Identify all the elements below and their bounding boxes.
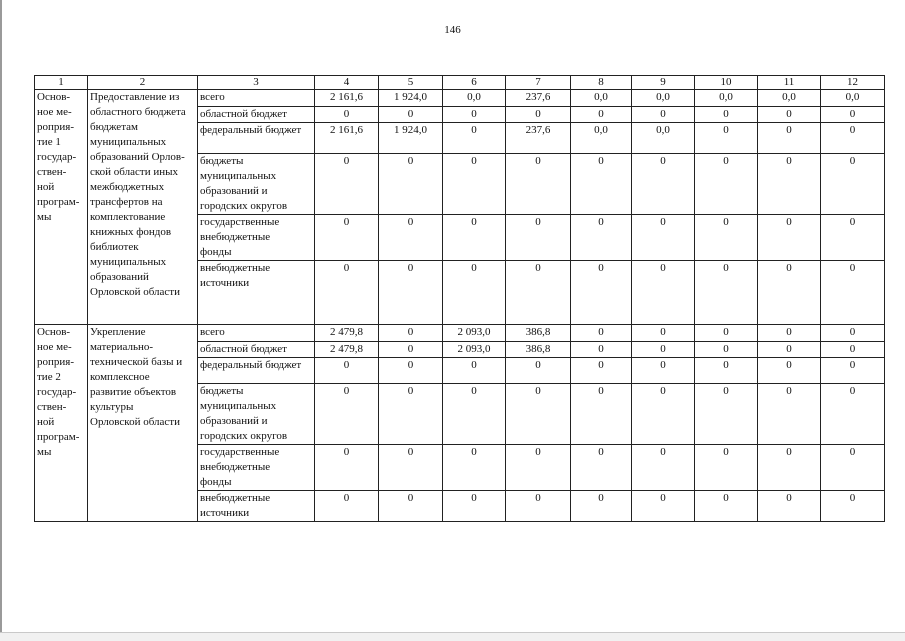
- funding-source-line: образований и: [200, 185, 268, 197]
- value-cell: 0,0: [758, 90, 821, 107]
- value-cell: 0: [443, 384, 506, 445]
- funding-source-cell: [198, 90, 315, 107]
- value-cell: 386,8: [506, 325, 571, 342]
- value-cell: 0: [632, 215, 695, 261]
- funding-source-cell: [198, 107, 315, 123]
- funding-source-line: бюджеты: [200, 385, 244, 397]
- measure-name-line: образований: [90, 271, 149, 283]
- value-cell: 0: [443, 491, 506, 522]
- value-cell: 0: [571, 342, 632, 358]
- measure-line: мы: [37, 211, 52, 223]
- value-cell: 0: [758, 342, 821, 358]
- measure-name-line: бюджетам: [90, 121, 138, 133]
- value-cell: 0: [758, 358, 821, 384]
- value-cell: 0: [695, 342, 758, 358]
- value-cell: 0: [758, 491, 821, 522]
- measure-line: роприя-: [37, 121, 74, 133]
- value-cell: 0: [632, 445, 695, 491]
- value-cell: 0: [758, 215, 821, 261]
- measure-line: програм-: [37, 431, 80, 443]
- funding-source-cell: [198, 342, 315, 358]
- column-number-11: 11: [758, 76, 821, 90]
- funding-source-line: федеральный бюджет: [200, 124, 302, 136]
- value-cell: 0: [821, 123, 885, 154]
- value-cell: 1 924,0: [379, 123, 443, 154]
- funding-source-line: городских округов: [200, 200, 288, 212]
- measure-name-cell: [88, 325, 198, 522]
- value-cell: 0: [379, 215, 443, 261]
- value-cell: 0: [379, 445, 443, 491]
- value-cell: 0: [632, 261, 695, 325]
- value-cell: 0: [571, 358, 632, 384]
- value-cell: 0: [758, 123, 821, 154]
- value-cell: 0: [758, 445, 821, 491]
- funding-source-cell: [198, 358, 315, 384]
- funding-source-line: федеральный бюджет: [200, 359, 302, 371]
- funding-source-cell: [198, 325, 315, 342]
- value-cell: 0: [821, 154, 885, 215]
- value-cell: 0: [758, 261, 821, 325]
- measure-line: програм-: [37, 196, 80, 208]
- value-cell: 0: [695, 123, 758, 154]
- value-cell: 0: [571, 491, 632, 522]
- value-cell: 2 161,6: [315, 90, 379, 107]
- measure-line: ное ме-: [37, 106, 72, 118]
- funding-source-line: государственные: [200, 216, 280, 228]
- value-cell: 0: [632, 384, 695, 445]
- measure-cell: [35, 325, 88, 522]
- funding-source-line: образований и: [200, 415, 268, 427]
- measure-cell: [35, 90, 88, 325]
- measure-name-line: комплексное: [90, 371, 150, 383]
- measure-name-line: культуры: [90, 401, 134, 413]
- value-cell: 0: [571, 107, 632, 123]
- measure-name-line: библиотек: [90, 241, 139, 253]
- value-cell: 0: [379, 325, 443, 342]
- value-cell: 0: [758, 107, 821, 123]
- funding-source-line: фонды: [200, 246, 232, 258]
- measure-line: ствен-: [37, 401, 67, 413]
- column-number-5: 5: [379, 76, 443, 90]
- value-cell: 0: [315, 358, 379, 384]
- measure-name-line: муниципальных: [90, 136, 167, 148]
- value-cell: 2 161,6: [315, 123, 379, 154]
- measure-line: ное ме-: [37, 341, 72, 353]
- value-cell: 0: [315, 261, 379, 325]
- value-cell: 0: [315, 215, 379, 261]
- measure-name-line: областного бюджета: [90, 106, 186, 118]
- funding-source-cell: [198, 154, 315, 215]
- value-cell: 0: [821, 358, 885, 384]
- measure-name-line: муниципальных: [90, 256, 167, 268]
- value-cell: 0: [379, 154, 443, 215]
- value-cell: 0: [695, 107, 758, 123]
- value-cell: 0: [443, 445, 506, 491]
- value-cell: 0,0: [632, 90, 695, 107]
- table-row: [35, 325, 885, 342]
- value-cell: 0,0: [695, 90, 758, 107]
- value-cell: 0: [758, 154, 821, 215]
- measure-name-line: Укрепление: [90, 326, 146, 338]
- value-cell: 0: [758, 325, 821, 342]
- value-cell: 0: [506, 445, 571, 491]
- measure-name-line: материально-: [90, 341, 154, 353]
- value-cell: 0,0: [821, 90, 885, 107]
- value-cell: 0: [632, 342, 695, 358]
- value-cell: 0: [821, 384, 885, 445]
- funding-source-cell: [198, 445, 315, 491]
- budget-table: [34, 75, 885, 522]
- funding-source-line: источники: [200, 277, 250, 289]
- value-cell: 0,0: [571, 123, 632, 154]
- value-cell: 0: [821, 107, 885, 123]
- funding-source-line: внебюджетные: [200, 262, 271, 274]
- value-cell: 0: [571, 154, 632, 215]
- value-cell: 0: [315, 491, 379, 522]
- funding-source-line: муниципальных: [200, 170, 277, 182]
- value-cell: 237,6: [506, 90, 571, 107]
- value-cell: 0,0: [571, 90, 632, 107]
- value-cell: 0: [571, 325, 632, 342]
- value-cell: 0: [506, 154, 571, 215]
- value-cell: 0: [821, 325, 885, 342]
- funding-source-line: городских округов: [200, 430, 288, 442]
- value-cell: 0: [695, 491, 758, 522]
- value-cell: 2 479,8: [315, 342, 379, 358]
- value-cell: 386,8: [506, 342, 571, 358]
- measure-line: государ-: [37, 151, 77, 163]
- value-cell: 0: [821, 215, 885, 261]
- value-cell: 0: [379, 358, 443, 384]
- value-cell: 0: [571, 215, 632, 261]
- value-cell: 0: [695, 215, 758, 261]
- value-cell: 0: [379, 107, 443, 123]
- measure-name-line: книжных фондов: [90, 226, 172, 238]
- value-cell: 0: [443, 123, 506, 154]
- value-cell: 0: [695, 384, 758, 445]
- measure-line: Основ-: [37, 326, 71, 338]
- value-cell: 0: [506, 384, 571, 445]
- funding-source-line: областной бюджет: [200, 343, 287, 355]
- value-cell: 0,0: [632, 123, 695, 154]
- value-cell: 0: [571, 261, 632, 325]
- value-cell: 0: [695, 154, 758, 215]
- value-cell: 2 093,0: [443, 325, 506, 342]
- measure-name-line: межбюджетных: [90, 181, 165, 193]
- measure-line: ной: [37, 416, 55, 428]
- measure-name-cell: [88, 90, 198, 325]
- funding-source-line: всего: [200, 326, 225, 338]
- value-cell: 0: [443, 154, 506, 215]
- column-number-6: 6: [443, 76, 506, 90]
- value-cell: 0: [506, 215, 571, 261]
- value-cell: 0: [695, 445, 758, 491]
- funding-source-cell: [198, 261, 315, 325]
- column-number-1: 1: [35, 76, 88, 90]
- value-cell: 0: [379, 384, 443, 445]
- measure-name-line: образований Орлов-: [90, 151, 185, 163]
- column-number-8: 8: [571, 76, 632, 90]
- measure-name-line: технической базы и: [90, 356, 183, 368]
- value-cell: 0: [632, 107, 695, 123]
- value-cell: 0: [315, 445, 379, 491]
- measure-name-line: ской области иных: [90, 166, 178, 178]
- value-cell: 0: [571, 384, 632, 445]
- value-cell: 0: [632, 491, 695, 522]
- value-cell: 2 093,0: [443, 342, 506, 358]
- value-cell: 0,0: [443, 90, 506, 107]
- value-cell: 0: [443, 215, 506, 261]
- funding-source-cell: [198, 491, 315, 522]
- page-number: 146: [444, 24, 461, 36]
- funding-source-line: бюджеты: [200, 155, 244, 167]
- value-cell: 0: [821, 342, 885, 358]
- value-cell: 0: [632, 325, 695, 342]
- value-cell: 0: [506, 358, 571, 384]
- funding-source-line: муниципальных: [200, 400, 277, 412]
- value-cell: 0: [315, 107, 379, 123]
- column-number-4: 4: [315, 76, 379, 90]
- value-cell: 0: [632, 154, 695, 215]
- measure-name-line: трансфертов на: [90, 196, 163, 208]
- value-cell: 0: [758, 384, 821, 445]
- scan-left-edge: [0, 0, 2, 640]
- measure-name-line: развитие объектов: [90, 386, 177, 398]
- value-cell: 0: [695, 261, 758, 325]
- funding-source-line: внебюджетные: [200, 492, 271, 504]
- value-cell: 0: [315, 384, 379, 445]
- measure-line: государ-: [37, 386, 77, 398]
- column-number-2: 2: [88, 76, 198, 90]
- column-number-3: 3: [198, 76, 315, 90]
- value-cell: 2 479,8: [315, 325, 379, 342]
- value-cell: 0: [695, 358, 758, 384]
- measure-line: роприя-: [37, 356, 74, 368]
- value-cell: 0: [379, 342, 443, 358]
- column-number-10: 10: [695, 76, 758, 90]
- value-cell: 0: [379, 261, 443, 325]
- value-cell: 0: [821, 261, 885, 325]
- value-cell: 0: [506, 491, 571, 522]
- column-number-7: 7: [506, 76, 571, 90]
- funding-source-line: областной бюджет: [200, 108, 287, 120]
- column-number-9: 9: [632, 76, 695, 90]
- value-cell: 0: [506, 107, 571, 123]
- measure-name-line: комплектование: [90, 211, 166, 223]
- funding-source-line: государственные: [200, 446, 280, 458]
- value-cell: 0: [571, 445, 632, 491]
- funding-source-line: фонды: [200, 476, 232, 488]
- value-cell: 0: [695, 325, 758, 342]
- measure-name-line: Предоставление из: [90, 91, 180, 103]
- funding-source-line: источники: [200, 507, 250, 519]
- value-cell: 0: [821, 445, 885, 491]
- value-cell: 1 924,0: [379, 90, 443, 107]
- value-cell: 0: [443, 358, 506, 384]
- value-cell: 0: [506, 261, 571, 325]
- value-cell: 0: [443, 107, 506, 123]
- funding-source-line: внебюджетные: [200, 461, 271, 473]
- measure-line: ной: [37, 181, 55, 193]
- measure-name-line: Орловской области: [90, 286, 180, 298]
- value-cell: 0: [821, 491, 885, 522]
- measure-line: ствен-: [37, 166, 67, 178]
- table-row: [35, 90, 885, 107]
- measure-line: Основ-: [37, 91, 71, 103]
- funding-source-cell: [198, 384, 315, 445]
- funding-source-cell: [198, 215, 315, 261]
- measure-line: тие 1: [37, 136, 61, 148]
- value-cell: 0: [315, 154, 379, 215]
- funding-source-line: внебюджетные: [200, 231, 271, 243]
- value-cell: 0: [379, 491, 443, 522]
- value-cell: 0: [632, 358, 695, 384]
- funding-source-cell: [198, 123, 315, 154]
- header-row: [35, 76, 885, 90]
- measure-line: мы: [37, 446, 52, 458]
- measure-name-line: Орловской области: [90, 416, 180, 428]
- value-cell: 237,6: [506, 123, 571, 154]
- value-cell: 0: [443, 261, 506, 325]
- column-number-12: 12: [821, 76, 885, 90]
- measure-line: тие 2: [37, 371, 61, 383]
- funding-source-line: всего: [200, 91, 225, 103]
